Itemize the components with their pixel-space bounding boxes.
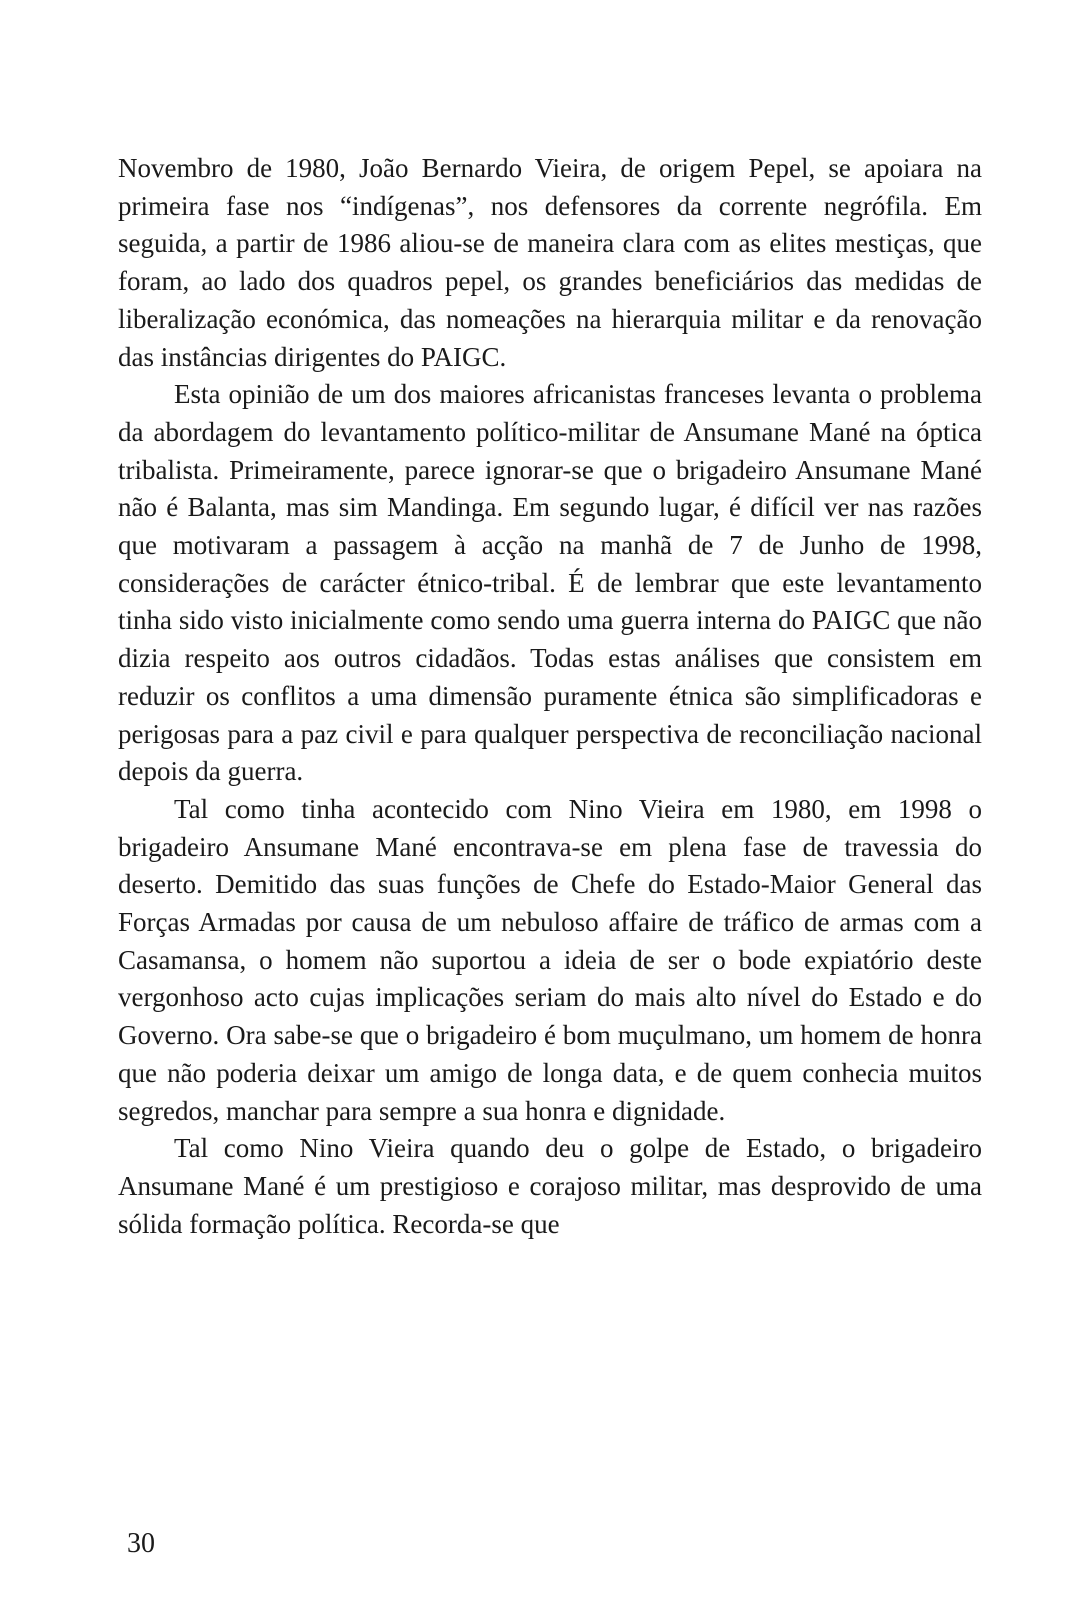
- paragraph-1: Novembro de 1980, João Bernardo Vieira, de origem Pepel, se apoiara na primeira fase nos “indígenas”, nos defensores da corrente negrófila. Em seguida, a partir de 1986 aliou-se de maneira clara com as elites mestiças, que foram, ao lado dos quadros pepel, os grandes beneficiários das medidas de liberalização económica, das nomeações na hierarquia militar e da renovação das instâncias dirigentes do PAIGC.: [118, 153, 982, 372]
- paragraph-2: Esta opinião de um dos maiores africanistas franceses levanta o problema da abordagem do levantamento político-militar de Ansumane Mané na óptica tribalista. Primeiramente, parece ignorar-se que o brigadeiro Ansumane Mané não é Balanta, mas sim Mandinga. Em segundo lugar, é difícil ver nas razões que motivaram a passagem à acção na manhã de 7 de Junho de 1998, considerações de carácter étnico-tribal. É de lembrar que este levantamento tinha sido visto inicialmente como sendo uma guerra interna do PAIGC que não dizia respeito aos outros cidadãos. Todas estas análises que consistem em reduzir os conflitos a uma dimensão puramente étnica são simplificadoras e perigosas para a paz civil e para qualquer perspectiva de reconciliação nacional depois da guerra.: [118, 379, 982, 787]
- page-number: 30: [127, 1528, 155, 1559]
- paragraph-3: Tal como tinha acontecido com Nino Vieira em 1980, em 1998 o brigadeiro Ansumane Mané encontrava-se em plena fase de travessia do deserto. Demitido das suas funções de Chefe do Estado-Maior General das Forças Armadas por causa de um nebuloso affaire de tráfico de armas com a Casamansa, o homem não suportou a ideia de ser o bode expiatório deste vergonhoso acto cujas implicações seriam do mais alto nível do Estado e do Governo. Ora sabe-se que o brigadeiro é bom muçulmano, um homem de honra que não poderia deixar um amigo de longa data, e de quem conhecia muitos segredos, manchar para sempre a sua honra e dignidade.: [118, 793, 982, 1126]
- paragraph-4: Tal como Nino Vieira quando deu o golpe de Estado, o brigadeiro Ansumane Mané é um prestigioso e corajoso militar, mas desprovido de uma sólida formação política. Recorda-se que: [118, 1133, 982, 1239]
- page-body: [118, 150, 982, 1243]
